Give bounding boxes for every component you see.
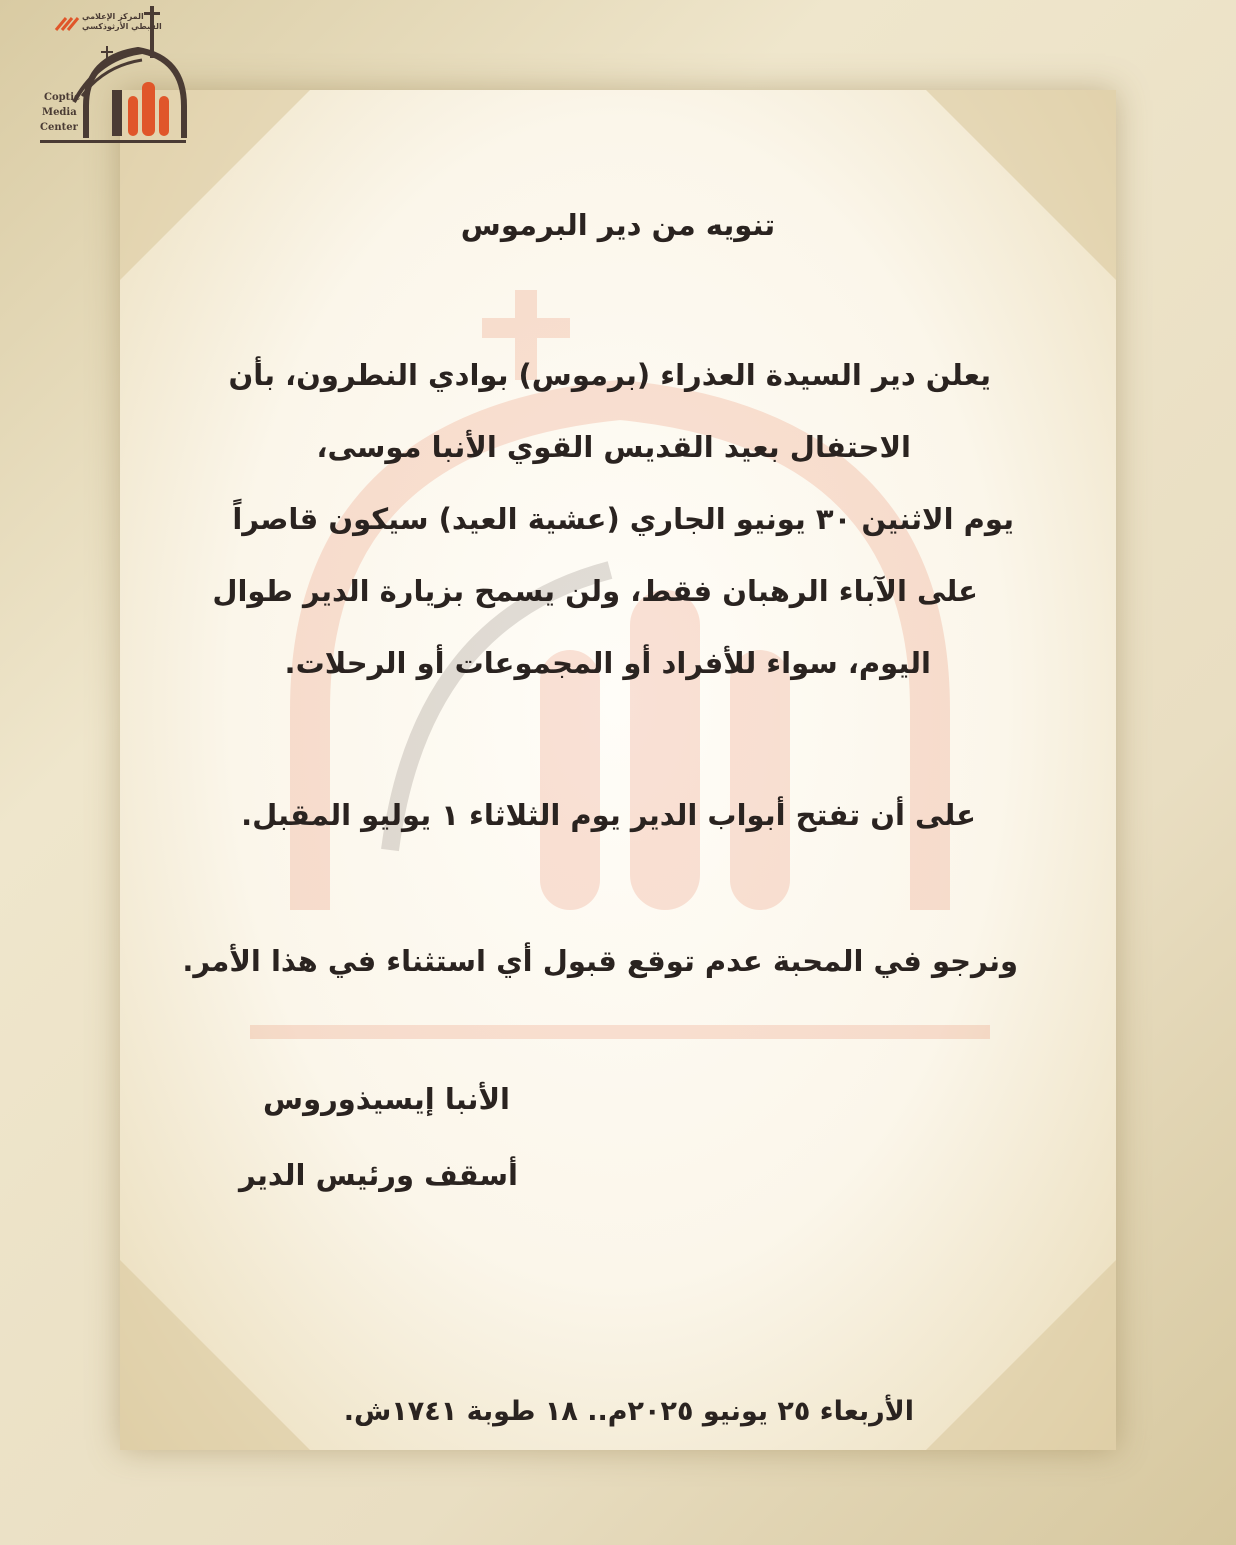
logo-arabic-line-2: القبطي الأرثوذكسي bbox=[82, 22, 162, 31]
body-line-2: الاحتفال بعيد القديس القوي الأنبا موسى، bbox=[316, 430, 911, 464]
body-line-1: يعلن دير السيدة العذراء (برموس) بوادي النطرون، بأن bbox=[228, 358, 991, 392]
signature-role: أسقف ورئيس الدير bbox=[238, 1158, 518, 1192]
body-line-4: على الآباء الرهبان فقط، ولن يسمح بزيارة الدير طوال bbox=[212, 574, 978, 608]
notice-date: الأربعاء ٢٥ يونيو ٢٠٢٥م.. ١٨ طوبة ١٧٤١ش. bbox=[343, 1396, 914, 1427]
notice-title: تنويه من دير البرموس bbox=[460, 208, 776, 242]
body-line-6: على أن تفتح أبواب الدير يوم الثلاثاء ١ يوليو المقبل. bbox=[241, 798, 976, 832]
logo-arabic-line-1: المركز الإعلامي bbox=[82, 12, 144, 21]
corner-fold-bottom-right bbox=[926, 1260, 1116, 1450]
body-line-7: ونرجو في المحبة عدم توقع قبول أي استثناء في هذا الأمر. bbox=[182, 944, 1018, 978]
corner-fold-bottom-left bbox=[120, 1260, 310, 1450]
corner-fold-top-right bbox=[926, 90, 1116, 280]
coptic-media-center-logo bbox=[38, 6, 188, 146]
logo-english-line-3: Center bbox=[40, 122, 78, 133]
logo-english-line-2: Media bbox=[42, 107, 77, 118]
body-line-5: اليوم، سواء للأفراد أو المجموعات أو الرحلات. bbox=[284, 646, 931, 680]
logo-english-line-1: Coptic bbox=[44, 92, 81, 103]
signature-name: الأنبا إيسيذوروس bbox=[263, 1082, 510, 1116]
body-line-3: يوم الاثنين ٣٠ يونيو الجاري (عشية العيد) سيكون قاصراً bbox=[232, 502, 1014, 536]
